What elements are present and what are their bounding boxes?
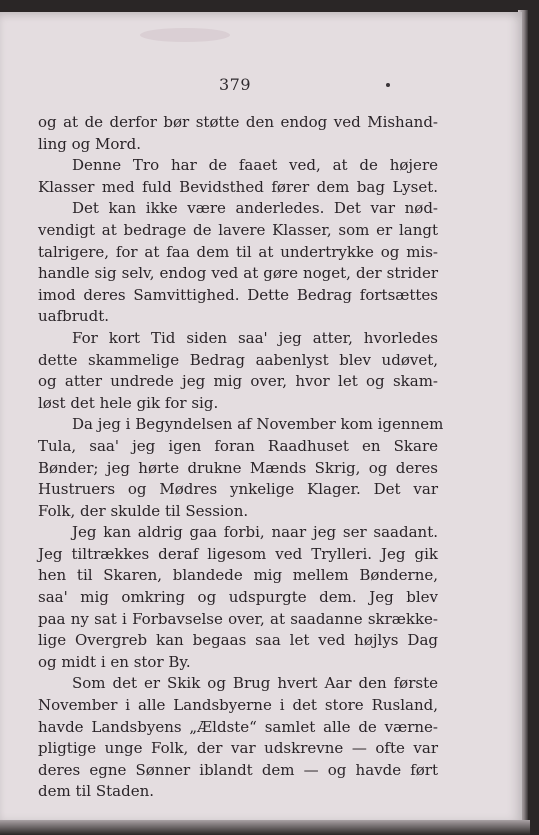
text-line: dette skammelige Bedrag aabenlyst blev udøvet, [38, 350, 438, 369]
text-line: dem til Staden. [38, 782, 155, 801]
text-line: Klasser med fuld Bevidsthed fører dem bag Lyset. [38, 177, 438, 196]
page-sheet [0, 12, 522, 822]
page-edge-bottom [0, 820, 530, 835]
text-line: pligtige unge Folk, der var udskrevne — ofte var [38, 739, 438, 758]
text-line: talrigere, for at faa dem til at undertrykke og mis- [38, 242, 438, 261]
text-line: paa ny sat i Forbavselse over, at saadanne skrække- [38, 609, 438, 628]
page-number: 379 [218, 75, 252, 94]
text-line: vendigt at bedrage de lavere Klasser, som er langt [38, 220, 438, 239]
ink-dot [386, 83, 390, 87]
text-line: Denne Tro har de faaet ved, at de højere [72, 156, 438, 175]
text-line: Folk, der skulde til Session. [38, 501, 249, 520]
text-line: ling og Mord. [38, 134, 141, 153]
text-line: lige Overgreb kan begaas saa let ved højlys Dag [38, 631, 438, 650]
text-line: deres egne Sønner iblandt dem — og havde ført [38, 760, 438, 779]
text-line: handle sig selv, endog ved at gøre noget, der strider [38, 264, 438, 283]
text-line: havde Landsbyens „Ældste“ samlet alle de værne- [38, 717, 438, 736]
text-line: For kort Tid siden saa' jeg atter, hvorledes [72, 328, 438, 347]
text-line: hen til Skaren, blandede mig mellem Bønderne, [38, 566, 438, 585]
text-line: Jeg tiltrækkes deraf ligesom ved Trylleri. Jeg gik [38, 544, 438, 563]
text-line: uafbrudt. [38, 307, 109, 326]
text-line: Som det er Skik og Brug hvert Aar den første [72, 674, 438, 693]
text-line: og atter undrede jeg mig over, hvor let og skam- [38, 372, 438, 391]
text-line: Hustruers og Mødres ynkelige Klager. Det var [38, 480, 438, 499]
text-line: imod deres Samvittighed. Dette Bedrag fortsættes [38, 285, 438, 304]
text-line: Bønder; jeg hørte drukne Mænds Skrig, og deres [38, 458, 438, 477]
text-line: Tula, saa' jeg igen foran Raadhuset en Skare [38, 436, 438, 455]
text-line: og at de derfor bør støtte den endog ved Mishand- [38, 113, 438, 131]
body-text [38, 112, 444, 803]
text-line: saa' mig omkring og udspurgte dem. Jeg blev [38, 588, 438, 607]
text-line: Da jeg i Begyndelsen af November kom igennem [72, 415, 444, 434]
text-line: November i alle Landsbyerne i det store Rusland, [38, 696, 438, 715]
text-line: Det kan ikke være anderledes. Det var nød- [72, 199, 438, 218]
text-line: Jeg kan aldrig gaa forbi, naar jeg ser saadant. [72, 523, 438, 542]
text-line: og midt i en stor By. [38, 652, 191, 671]
text-line: løst det hele gik for sig. [38, 393, 219, 412]
paper-stain [140, 28, 230, 42]
